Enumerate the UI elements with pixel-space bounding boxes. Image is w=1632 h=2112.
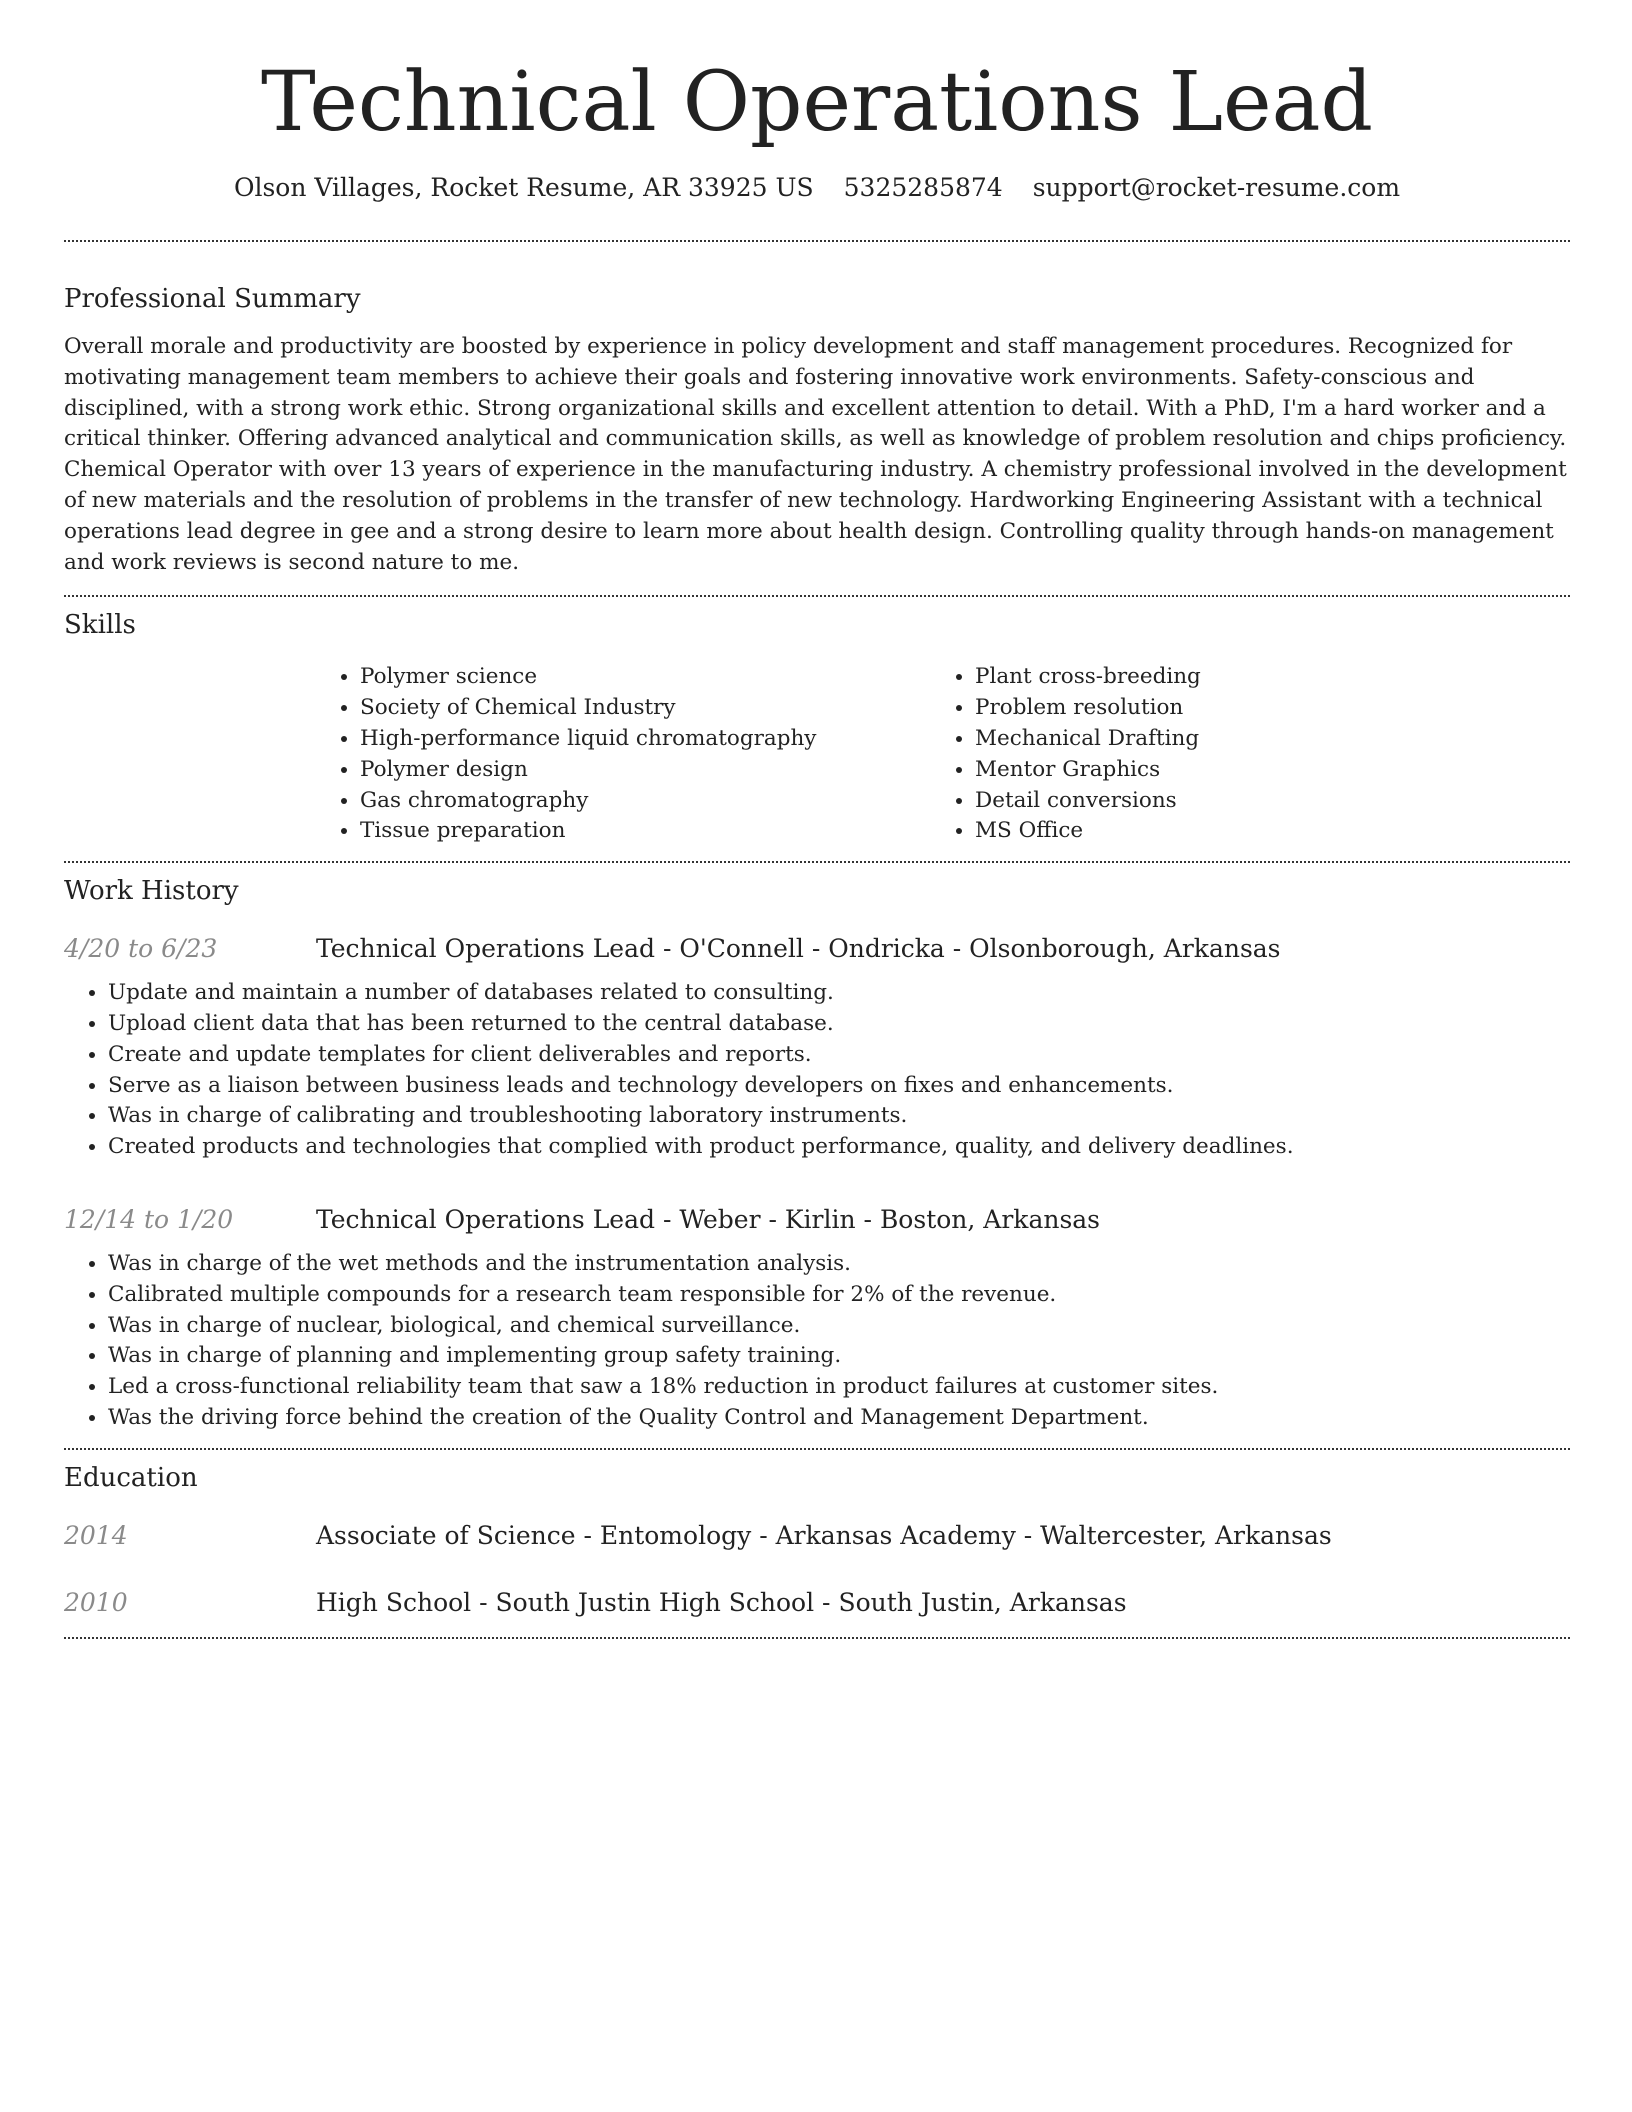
skill-item: • Tissue preparation [360, 816, 931, 847]
skill-item: • Plant cross-breeding [975, 662, 1201, 693]
education-year: 2014 [64, 1520, 128, 1550]
skill-item: • Problem resolution [975, 693, 1201, 724]
summary-heading: Professional Summary [64, 284, 361, 314]
summary-text: Overall morale and productivity are boosted by experience in policy development and staff management procedures. Recognized for motivating management team members to achieve their goals and fostering innovative work environments. Safety-conscious and disciplined, with a strong work ethic. Strong organizational skills and excellent attention to detail. With a PhD, I'm a hard worker and a critical thinker. Offering advanced analytical and communication skills, as well as knowledge of problem resolution and chips proficiency. Chemical Operator with over 13 years of experience in the manufacturing industry. A chemistry professional involved in the development of new materials and the resolution of problems in the transfer of new technology. Hardworking Engineering Assistant with a technical operations lead degree in gee and a strong desire to learn more about health design. Controlling quality through hands-on management and work reviews is second nature to me. [64, 334, 1567, 575]
section-divider [64, 1448, 1570, 1450]
education-section [64, 1461, 1570, 1620]
job-header [64, 1203, 1570, 1237]
work-history-heading: Work History [64, 876, 239, 907]
job-bullet: • Was in charge of the wet methods and the instrumentation analysis. [108, 1249, 1570, 1280]
job-entry [64, 1203, 1570, 1434]
job-title: Technical Operations Lead - O'Connell - Ondricka - Olsonborough, Arkansas [316, 934, 1281, 964]
job-entry [64, 932, 1570, 1163]
job-header [64, 932, 1570, 966]
skill-item: • Society of Chemical Industry [360, 693, 931, 724]
education-degree: Associate of Science - Entomology - Arkansas Academy - Waltercester, Arkansas [316, 1520, 1332, 1550]
summary-section [64, 282, 1570, 578]
job-bullet: • Was in charge of planning and implementing group safety training. [108, 1341, 1570, 1372]
job-bullet: • Upload client data that has been returned to the central database. [108, 1009, 1570, 1040]
education-heading: Education [64, 1462, 198, 1493]
contact-email: support@rocket-resume.com [1032, 173, 1401, 202]
job-bullet: • Was the driving force behind the creation of the Quality Control and Management Department. [108, 1403, 1570, 1434]
skill-item: • Polymer science [360, 662, 931, 693]
job-bullet: • Calibrated multiple compounds for a research team responsible for 2% of the revenue. [108, 1280, 1570, 1311]
job-bullet: • Created products and technologies that complied with product performance, quality, and delivery deadlines. [108, 1132, 1570, 1163]
candidate-name: Technical Operations Lead [261, 55, 1373, 150]
resume-page [64, 0, 1570, 1639]
job-bullet: • Create and update templates for client deliverables and reports. [108, 1040, 1570, 1071]
skill-item: • Mentor Graphics [975, 755, 1201, 786]
skills-heading: Skills [64, 610, 136, 641]
skills-column-2 [931, 662, 1201, 847]
skill-item: • Gas chromatography [360, 786, 931, 817]
section-divider [64, 861, 1570, 863]
skill-item: • Mechanical Drafting [975, 724, 1201, 755]
education-degree: High School - South Justin High School - South Justin, Arkansas [316, 1587, 1127, 1617]
job-bullet: • Was in charge of calibrating and troubleshooting laboratory instruments. [108, 1101, 1570, 1132]
job-bullet: • Led a cross-functional reliability team that saw a 18% reduction in product failures at customer sites. [108, 1372, 1570, 1403]
contact-phone: 5325285874 [843, 173, 1003, 202]
work-history-section [64, 874, 1570, 1434]
job-bullets [64, 978, 1570, 1163]
section-divider [64, 240, 1570, 242]
job-bullet: • Was in charge of nuclear, biological, and chemical surveillance. [108, 1311, 1570, 1342]
skill-item: • Polymer design [360, 755, 931, 786]
job-bullet: • Serve as a liaison between business leads and technology developers on fixes and enhancements. [108, 1071, 1570, 1102]
skill-item: • Detail conversions [975, 786, 1201, 817]
education-entry [64, 1586, 1570, 1620]
skill-item: • MS Office [975, 816, 1201, 847]
job-dates: 4/20 to 6/23 [64, 934, 218, 964]
job-dates: 12/14 to 1/20 [64, 1204, 234, 1234]
job-bullets [64, 1249, 1570, 1434]
contact-line [64, 170, 1570, 206]
education-year: 2010 [64, 1587, 128, 1617]
skills-column-1 [316, 662, 931, 847]
section-divider [64, 1637, 1570, 1639]
section-divider [64, 595, 1570, 597]
resume-header [64, 0, 1570, 206]
skills-section [64, 608, 1570, 847]
contact-address: Olson Villages, Rocket Resume, AR 33925 US [233, 173, 814, 202]
education-entry [64, 1519, 1570, 1553]
job-title: Technical Operations Lead - Weber - Kirlin - Boston, Arkansas [316, 1204, 1101, 1234]
job-bullet: • Update and maintain a number of databases related to consulting. [108, 978, 1570, 1009]
skills-list [316, 662, 1570, 847]
skill-item: • High-performance liquid chromatography [360, 724, 931, 755]
